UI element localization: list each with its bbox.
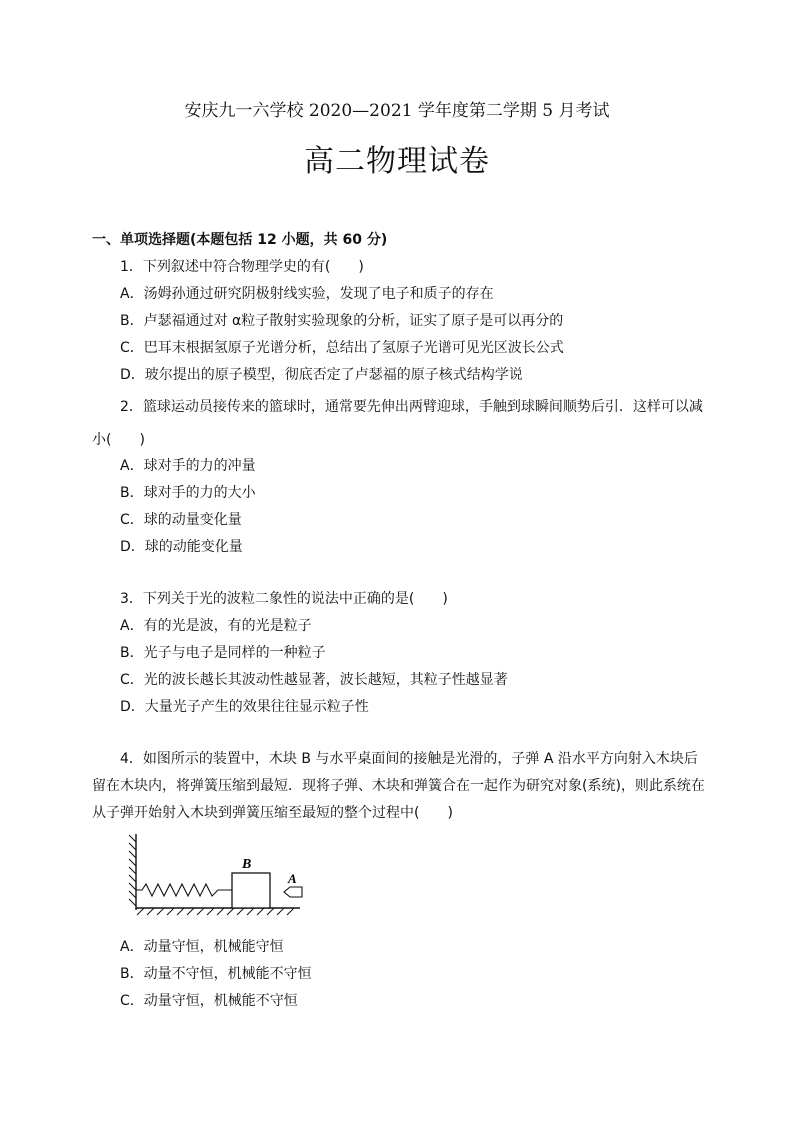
question-4-option-c: C．动量守恒，机械能不守恒 — [120, 993, 298, 1009]
question-3-option-b: B．光子与电子是同样的一种粒子 — [120, 645, 326, 661]
question-1-option-d: D．玻尔提出的原子模型，彻底否定了卢瑟福的原子核式结构学说 — [120, 367, 523, 383]
question-3-option-a: A．有的光是波，有的光是粒子 — [120, 618, 312, 634]
question-2-stem-continued: 小( ) — [92, 432, 145, 448]
block-b — [232, 873, 270, 908]
spring — [136, 884, 232, 896]
floor — [136, 908, 300, 915]
question-4-option-b: B．动量不守恒，机械能不守恒 — [120, 966, 312, 982]
bullet-a-label: A — [288, 871, 297, 886]
exam-title: 高二物理试卷 — [304, 144, 490, 179]
question-1-stem: 1．下列叙述中符合物理学史的有( ) — [120, 259, 364, 275]
bullet-a — [284, 887, 302, 897]
question-4-option-a: A．动量守恒，机械能守恒 — [120, 939, 284, 955]
question-3-option-c: C．光的波长越长其波动性越显著，波长越短，其粒子性越显著 — [120, 672, 508, 688]
question-4-stem-continued-1: 留在木块内，将弹簧压缩到最短．现将子弹、木块和弹簧合在一起作为研究对象(系统)，则此系统在 — [92, 778, 705, 794]
section-heading: 一、单项选择题(本题包括 12 小题，共 60 分) — [92, 232, 388, 248]
question-3-stem: 3．下列关于光的波粒二象性的说法中正确的是( ) — [120, 591, 448, 607]
question-1-option-a: A．汤姆孙通过研究阴极射线实验，发现了电子和质子的存在 — [120, 286, 494, 302]
question-1-option-c: C．巴耳末根据氢原子光谱分析，总结出了氢原子光谱可见光区波长公式 — [120, 340, 564, 356]
block-b-label: B — [242, 857, 252, 872]
exam-school-header: 安庆九一六学校 2020—2021 学年度第二学期 5 月考试 — [184, 101, 610, 121]
question-2-option-a: A．球对手的力的冲量 — [120, 458, 256, 474]
wall — [129, 834, 136, 910]
question-2-option-b: B．球对手的力的大小 — [120, 485, 256, 501]
question-1-option-b: B．卢瑟福通过对 α粒子散射实验现象的分析，证实了原子是可以再分的 — [120, 313, 564, 329]
question-2-option-d: D．球的动能变化量 — [120, 539, 243, 555]
question-4-stem-continued-2: 从子弹开始射入木块到弹簧压缩至最短的整个过程中( ) — [92, 805, 453, 821]
question-2-stem: 2．篮球运动员接传来的篮球时，通常要先伸出两臂迎球，手触到球瞬间顺势后引．这样可以减 — [120, 399, 703, 415]
question-2-option-c: C．球的动量变化量 — [120, 512, 242, 528]
question-4-stem: 4．如图所示的装置中，木块 B 与水平桌面间的接触是光滑的，子弹 A 沿水平方向射入木块后 — [120, 751, 698, 767]
question-3-option-d: D．大量光子产生的效果往往显示粒子性 — [120, 699, 369, 715]
spring-block-bullet-figure — [122, 828, 312, 920]
